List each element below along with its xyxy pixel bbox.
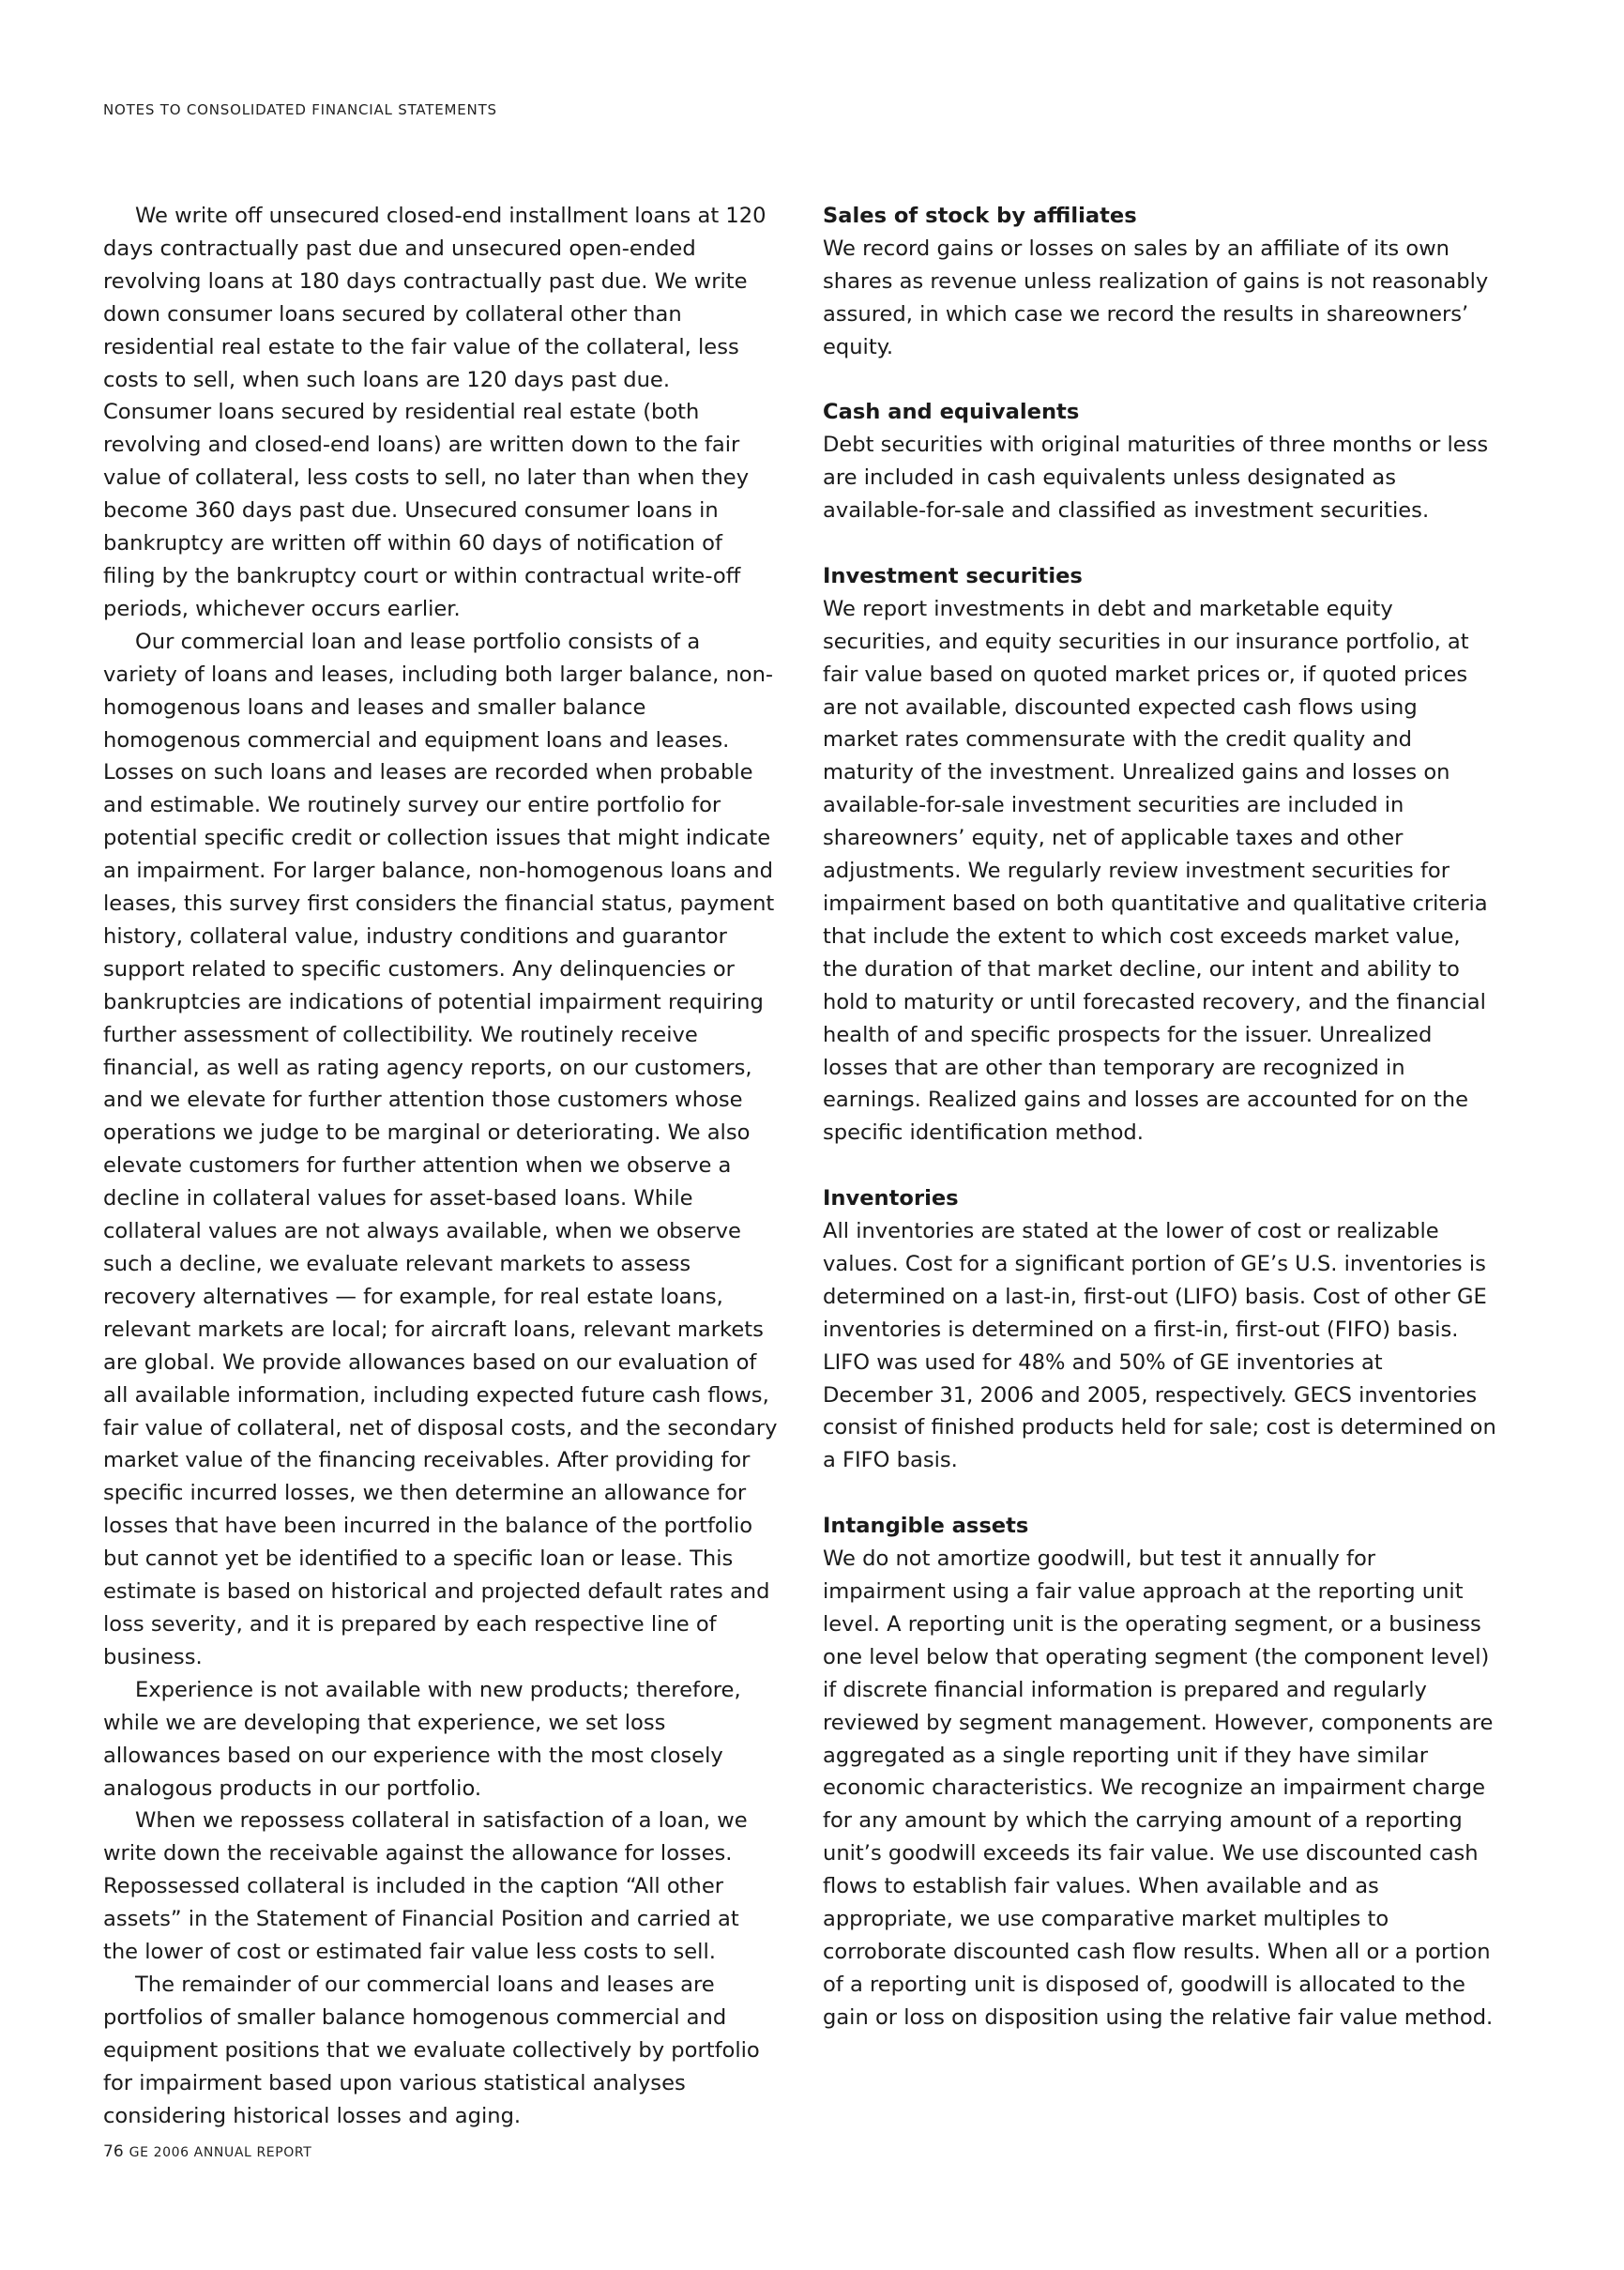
section-heading: Investment securities — [823, 563, 1083, 588]
section-heading: Inventories — [823, 1186, 959, 1211]
section-cash-and-equivalents — [823, 396, 1498, 527]
section-investment-securities — [823, 560, 1498, 1150]
section-body: Debt securities with original maturities of three months or less are included in cash equivalents unless designated as available-for-sale and classified as investment securities. — [823, 433, 1489, 524]
left-column — [103, 200, 779, 2132]
page-footer — [103, 2142, 311, 2161]
section-body: We report investments in debt and marketable equity securities, and equity securities in our insurance portfolio, at fair value based on quoted market prices or, if quoted prices are not available, discounted expected cash flows using market rates commensurate with the credit quality and maturity of the investment. Unrealized gains and losses on available-for-sale investment securities are included in shareowners’ equity, net of applicable taxes and other adjustments. We regularly review investment securities for impairment based on both quantitative and qualitative criteria that include the extent to which cost exceeds market value, the duration of that market decline, our intent and ability to hold to maturity or until forecasted recovery, and the financial health of and specific prospects for the issuer. Unrealized losses that are other than temporary are recognized in earnings. Realized gains and losses are accounted for on the specific identification method. — [823, 596, 1488, 1146]
section-body: All inventories are stated at the lower of cost or realizable values. Cost for a significant portion of GE’s U.S. inventories is determined on a last-in, first-out (LIFO) basis. Cost of other GE inventories is determined on a first-in, first-out (FIFO) basis. LIFO was used for 48% and 50% of GE inventories at December 31, 2006 and 2005, respectively. GECS inventories consist of finished products held for sale; cost is determined on a FIFO basis. — [823, 1219, 1496, 1473]
body-paragraph: When we repossess collateral in satisfaction of a loan, we write down the receivable against the allowance for losses. Repossessed collateral is included in the caption “All other assets” in the Statement of Financial Position and carried at the lower of cost or estimated fair value less costs to sell. — [103, 1808, 748, 1965]
section-heading: Intangible assets — [823, 1514, 1029, 1539]
body-paragraph: We write off unsecured closed-end installment loans at 120 days contractually past due and unsecured open-ended revolving loans at 180 days contractually past due. We write down consumer loans secured by collateral other than residential real estate to the fair value of the collateral, less costs to sell, when such loans are 120 days past due. Consumer loans secured by residential real estate (both revolving and closed-end loans) are written down to the fair value of collateral, less costs to sell, no later than when they become 360 days past due. Unsecured consumer loans in bankruptcy are written off within 60 days of notification of filing by the bankruptcy court or within contractual write-off periods, whichever occurs earlier. — [103, 204, 766, 621]
section-body: We record gains or losses on sales by an affiliate of its own shares as revenue unless realization of gains is not reasonably assured, in which case we record the results in shareowners’ equity. — [823, 236, 1489, 359]
section-heading: Sales of stock by affiliates — [823, 204, 1137, 228]
right-column — [823, 200, 1498, 2067]
body-paragraph: The remainder of our commercial loans and leases are portfolios of smaller balance homogenous commercial and equipment positions that we evaluate collectively by portfolio for impairment based upon various statistical analyses considering historical losses and aging. — [103, 1972, 760, 2128]
section-sales-of-stock — [823, 200, 1498, 364]
publication-name: GE 2006 ANNUAL REPORT — [129, 2145, 312, 2160]
page-number: 76 — [103, 2142, 124, 2161]
body-paragraph: Our commercial loan and lease portfolio consists of a variety of loans and leases, including both larger balance, non-homogenous loans and leases and smaller balance homogenous commercial and equipment loans and leases. Losses on such loans and leases are recorded when probable and estimable. We routinely survey our entire portfolio for potential specific credit or collection issues that might indicate an impairment. For larger balance, non-homogenous loans and leases, this survey first considers the financial status, payment history, collateral value, industry conditions and guarantor support related to specific customers. Any delinquencies or bankruptcies are indications of potential impairment requiring further assessment of collectibility. We routinely receive financial, as well as rating agency reports, on our customers, and we elevate for further attention those customers whose operations we judge to be marginal or deteriorating. We also elevate customers for further attention when we observe a decline in collateral values for asset-based loans. While collateral values are not always available, when we observe such a decline, we evaluate relevant markets to assess recovery alternatives — for example, for real estate loans, relevant markets are local; for aircraft loans, relevant markets are global. We provide allowances based on our evaluation of all available information, including expected future cash flows, fair value of collateral, net of disposal costs, and the secondary market value of the financing receivables. After providing for specific incurred losses, we then determine an allowance for losses that have been incurred in the balance of the portfolio but cannot yet be identified to a specific loan or lease. This estimate is based on historical and projected default rates and loss severity, and it is prepared by each respective line of business. — [103, 629, 778, 1669]
section-inventories — [823, 1182, 1498, 1477]
section-body: We do not amortize goodwill, but test it annually for impairment using a fair value approach at the reporting unit level. A reporting unit is the operating segment, or a business one level below that operating segment (the component level) if discrete financial information is prepared and regularly reviewed by segment management. However, components are aggregated as a single reporting unit if they have similar economic characteristics. We recognize an impairment charge for any amount by which the carrying amount of a reporting unit’s goodwill exceeds its fair value. We use discounted cash flows to establish fair values. When available and as appropriate, we use comparative market multiples to corroborate discounted cash flow results. When all or a portion of a reporting unit is disposed of, goodwill is allocated to the gain or loss on disposition using the relative fair value method. — [823, 1546, 1494, 2030]
running-head: NOTES TO CONSOLIDATED FINANCIAL STATEMENTS — [103, 101, 497, 118]
section-heading: Cash and equivalents — [823, 400, 1080, 425]
section-intangible-assets — [823, 1510, 1498, 2034]
body-paragraph: Experience is not available with new products; therefore, while we are developing that experience, we set loss allowances based on our experience with the most closely analogous products in our portfolio. — [103, 1677, 741, 1801]
